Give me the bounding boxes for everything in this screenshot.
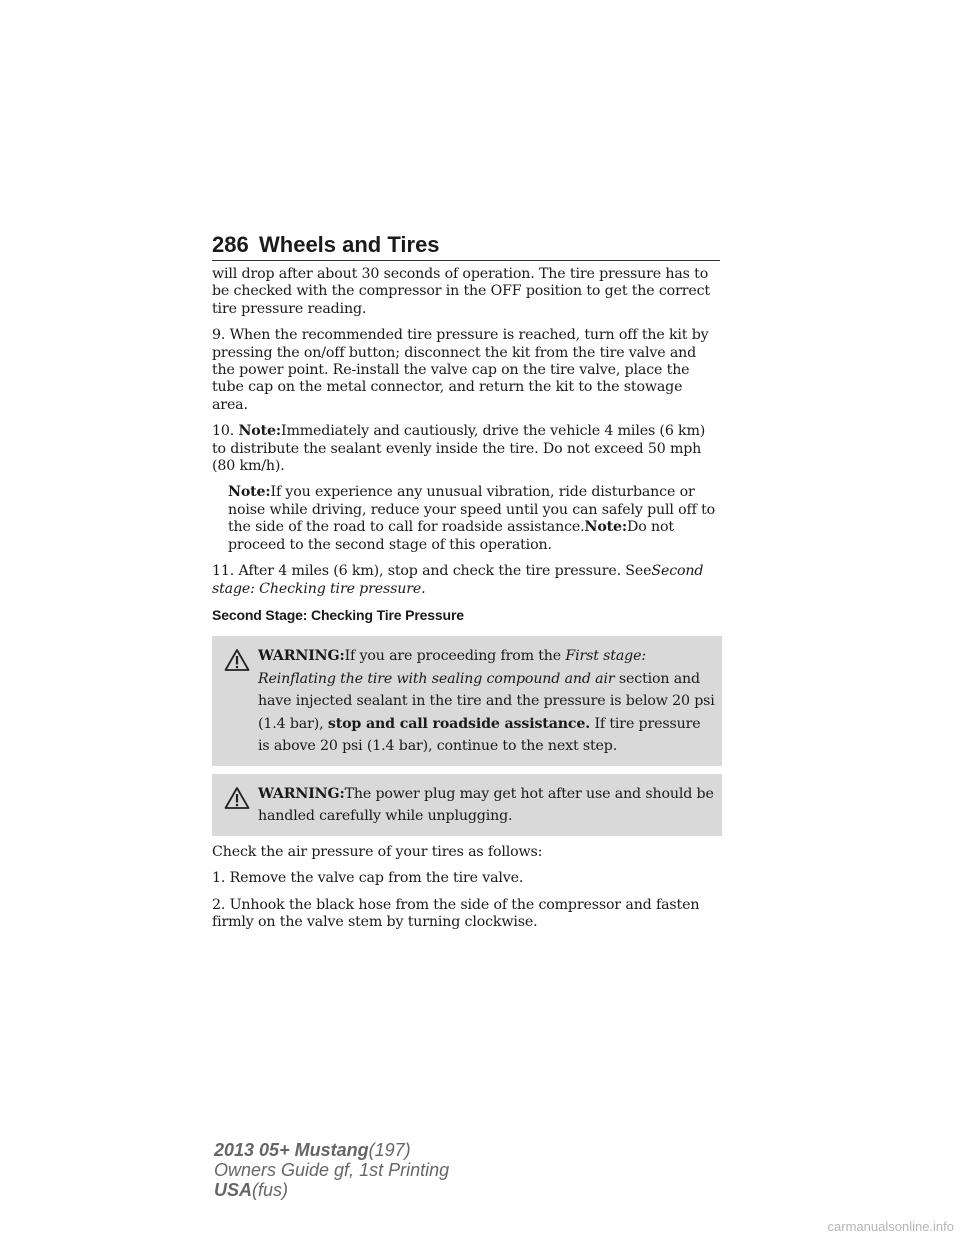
warning-box: WARNING:The power plug may get hot after use and should be handled carefully while unplugging. [212, 774, 722, 836]
footer-model: 2013 05+ Mustang [214, 1140, 369, 1160]
cross-reference-link[interactable]: Second stage: Checking tire pressure. [212, 563, 704, 597]
note-block: Note:If you experience any unusual vibration, ride disturbance or noise while driving, reduce your speed until you can safely pull off to the side of the road to call for roadside assistance.Note:Do not proceed to the second stage of this operation. [228, 484, 716, 553]
instruction-intro: Check the air pressure of your tires as follows: [212, 843, 543, 860]
page-number: 286 [212, 232, 249, 257]
cross-reference-link[interactable]: First stage: Reinflating the tire with sealing compound and air [258, 648, 646, 687]
warning-label: WARNING: [258, 785, 345, 802]
note-label: Note: [238, 423, 281, 440]
page-footer: 2013 05+ Mustang(197) Owners Guide gf, 1st Printing USA(fus) [214, 1140, 450, 1200]
warning-triangle-icon [224, 648, 250, 672]
check-step-2: 2. Unhook the black hose from the side of the compressor and fasten firmly on the valve stem by turning clockwise. [212, 896, 700, 931]
footer-guide: Owners Guide gf, 1st Printing [214, 1160, 450, 1180]
paragraph-continuation: will drop after about 30 seconds of operation. The tire pressure has to be checked with the compressor in the OFF position to get the correct tire pressure reading. [212, 266, 710, 317]
page-header [212, 232, 720, 261]
step-11: 11. After 4 miles (6 km), stop and check the tire pressure. SeeSecond stage: Checking tire pressure. [212, 563, 704, 597]
step-9: 9. When the recommended tire pressure is reached, turn off the kit by pressing the on/off button; disconnect the kit from the tire valve and the power point. Re-install the valve cap on the tire valve, place the tube cap on the metal connector, and return the kit to the stowage area. [212, 327, 709, 413]
warning-box: WARNING:If you are proceeding from the First stage: Reinflating the tire with sealing compound and air section and have injected sealant in the tire and the pressure is below 20 psi (1.4 bar), stop and call roadside assistance. If tire pressure is above 20 psi (1.4 bar), continue to the next step. [212, 636, 722, 766]
note-label: Note: [584, 519, 628, 536]
watermark: carmanualsonline.info [827, 1219, 954, 1234]
warning-triangle-icon [224, 786, 250, 810]
section-title: Wheels and Tires [259, 232, 440, 257]
step-10: 10. Note:Immediately and cautiously, drive the vehicle 4 miles (6 km) to distribute the sealant evenly inside the tire. Do not exceed 50 mph (80 km/h). [212, 423, 706, 475]
subsection-heading: Second Stage: Checking Tire Pressure [212, 606, 464, 623]
note-label: Note: [228, 484, 271, 501]
page-content [212, 266, 722, 940]
check-step-1: 1. Remove the valve cap from the tire valve. [212, 870, 524, 887]
footer-region: USA [214, 1180, 253, 1200]
warning-label: WARNING: [258, 648, 345, 665]
